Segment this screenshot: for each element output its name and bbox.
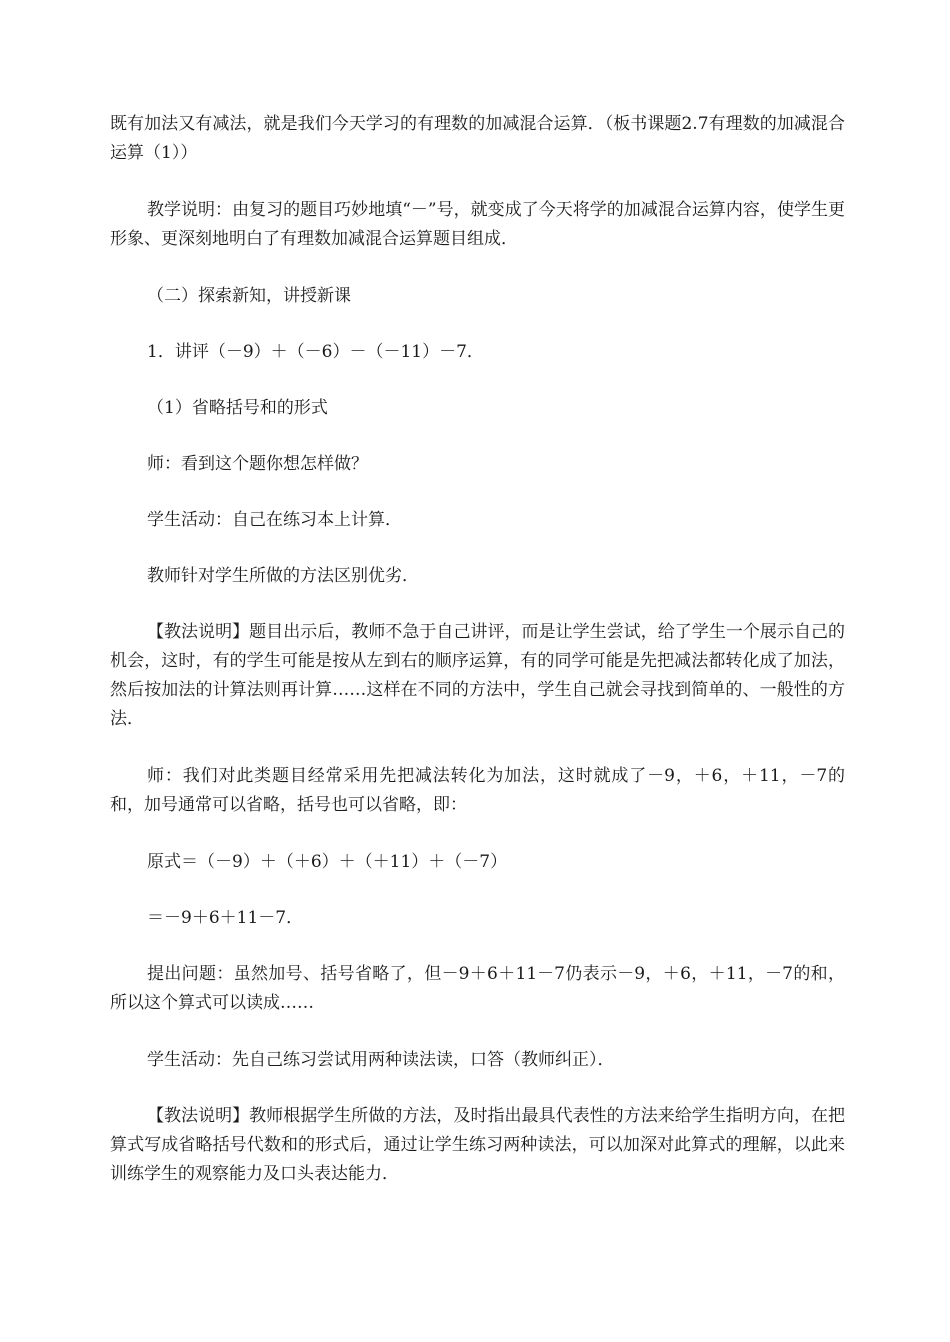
paragraph-teacher-explanation: 师：我们对此类题目经常采用先把减法转化为加法，这时就成了－9，＋6，＋11，－7的和，加号通常可以省略，括号也可以省略，即： xyxy=(110,766,845,815)
paragraph-teacher-evaluation: 教师针对学生所做的方法区别优劣． xyxy=(147,566,419,586)
document-page xyxy=(110,110,845,1217)
paragraph-teacher-question: 师：看到这个题你想怎样做？ xyxy=(147,454,368,474)
subheading-omit-brackets: （1）省略括号和的形式 xyxy=(147,398,328,418)
equation-line-1: 原式＝（－9）＋（＋6）＋（＋11）＋（－7） xyxy=(147,852,508,872)
paragraph-student-activity: 学生活动：自己在练习本上计算． xyxy=(147,510,402,530)
paragraph-intro: 既有加法又有减法，就是我们今天学习的有理数的加减混合运算．（板书课题2.7有理数的加减混合运算（1）） xyxy=(110,114,845,163)
paragraph-problem: 1．讲评（－9）＋（－6）－（－11）－7． xyxy=(147,342,484,362)
paragraph-student-reading: 学生活动：先自己练习尝试用两种读法读，口答（教师纠正）． xyxy=(147,1050,615,1070)
section-heading-explore: （二）探索新知，讲授新课 xyxy=(147,286,351,306)
paragraph-method-note-1: 【教法说明】题目出示后，教师不急于自己讲评，而是让学生尝试，给了学生一个展示自己的机会，这时，有的学生可能是按从左到右的顺序运算，有的同学可能是先把减法都转化成了加法，然后按加法的计算法则再计算……这样在不同的方法中，学生自己就会寻找到简单的、一般性的方法． xyxy=(110,622,845,729)
paragraph-question: 提出问题：虽然加号、括号省略了，但－9＋6＋11－7仍表示－9，＋6，＋11，－7的和，所以这个算式可以读成…… xyxy=(110,964,845,1013)
equation-line-2: ＝－9＋6＋11－7． xyxy=(147,908,304,928)
paragraph-teaching-note: 教学说明：由复习的题目巧妙地填“－”号，就变成了今天将学的加减混合运算内容，使学生更形象、更深刻地明白了有理数加减混合运算题目组成． xyxy=(110,200,845,249)
paragraph-method-note-2: 【教法说明】教师根据学生所做的方法，及时指出最具代表性的方法来给学生指明方向，在把算式写成省略括号代数和的形式后，通过让学生练习两种读法，可以加深对此算式的理解，以此来训练学生的观察能力及口头表达能力． xyxy=(110,1106,845,1184)
